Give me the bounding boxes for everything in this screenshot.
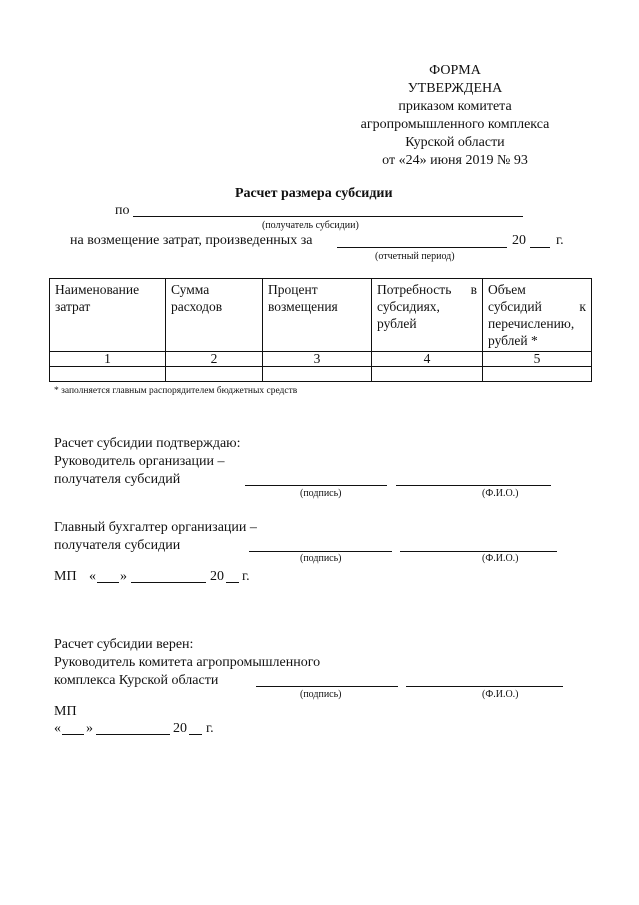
stamp2-year-prefix: 20 — [173, 721, 187, 736]
purpose-text: на возмещение затрат, произведенных за — [70, 233, 313, 248]
stamp-date-open-quote: « — [89, 569, 96, 584]
header-subsidy-volume — [483, 279, 592, 352]
column-number: 4 — [372, 352, 483, 367]
stamp-mark: МП — [54, 569, 77, 584]
accountant-signature-caption: (подпись) — [300, 553, 342, 564]
verified-fio-field[interactable] — [406, 686, 563, 687]
confirm-fio-field[interactable] — [396, 485, 551, 486]
column-number: 5 — [483, 352, 592, 367]
table-header-row — [50, 279, 592, 352]
table-footnote: * заполняется главным распорядителем бюджетных средств — [54, 386, 298, 396]
accountant-signature-field[interactable] — [249, 551, 392, 552]
confirm-heading: Расчет субсидии подтверждаю: — [54, 436, 241, 451]
stamp-day-field[interactable] — [97, 582, 119, 583]
recipient-caption: (получатель субсидии) — [262, 220, 359, 231]
stamp2-date-open-quote: « — [54, 721, 61, 736]
stamp-year-prefix: 20 — [210, 569, 224, 584]
header-need-line3: рублей — [377, 316, 417, 331]
header-volume-line3: перечислению, — [488, 316, 575, 331]
table-cell[interactable] — [50, 367, 166, 382]
table-cell[interactable] — [483, 367, 592, 382]
form-label: ФОРМА — [429, 63, 481, 78]
header-cost-name-line2: затрат — [55, 299, 91, 314]
verified-role-line2: комплекса Курской области — [54, 673, 219, 688]
table-data-row — [50, 367, 592, 382]
subsidy-table — [49, 278, 592, 382]
confirm-signature-caption: (подпись) — [300, 488, 342, 499]
accountant-role-line1: Главный бухгалтер организации – — [54, 520, 257, 535]
year-prefix: 20 — [512, 233, 526, 248]
verified-heading: Расчет субсидии верен: — [54, 637, 194, 652]
header-expense-sum-line2: расходов — [171, 299, 223, 314]
stamp-year-field[interactable] — [226, 582, 239, 583]
stamp2-month-field[interactable] — [96, 734, 170, 735]
verified-role-line1: Руководитель комитета агропромышленного — [54, 655, 321, 670]
accountant-fio-caption: (Ф.И.О.) — [482, 553, 519, 564]
header-percent-line2: возмещения — [268, 299, 338, 314]
table-number-row — [50, 352, 592, 367]
stamp-year-suffix: г. — [242, 569, 250, 584]
confirm-role-line1: Руководитель организации – — [54, 454, 225, 469]
stamp2-year-field[interactable] — [189, 734, 202, 735]
column-number: 3 — [263, 352, 372, 367]
stamp2-mark: МП — [54, 704, 77, 719]
confirm-signature-field[interactable] — [245, 485, 387, 486]
column-number: 2 — [166, 352, 263, 367]
approval-line-5: Курской области — [405, 135, 505, 150]
period-caption: (отчетный период) — [375, 251, 455, 262]
header-reimbursement-percent — [263, 279, 372, 352]
confirm-fio-caption: (Ф.И.О.) — [482, 488, 519, 499]
header-percent-line1: Процент — [268, 282, 318, 297]
stamp-date-close-quote: » — [120, 569, 127, 584]
verified-signature-caption: (подпись) — [300, 689, 342, 700]
confirm-role-line2: получателя субсидий — [54, 472, 181, 487]
recipient-field[interactable] — [133, 216, 523, 217]
approval-line-3: приказом комитета — [398, 99, 512, 114]
document-title: Расчет размера субсидии — [235, 186, 393, 201]
header-volume-line1: Объем — [488, 282, 526, 297]
header-need-line2: субсидиях, — [377, 299, 440, 314]
header-expense-sum — [166, 279, 263, 352]
stamp2-day-field[interactable] — [62, 734, 84, 735]
header-need-line1: Потребность в — [377, 282, 477, 297]
header-volume-line2: субсидий к — [488, 299, 586, 314]
approval-line-4: агропромышленного комплекса — [360, 117, 550, 132]
stamp2-date-close-quote: » — [86, 721, 93, 736]
approved-label: УТВЕРЖДЕНА — [407, 81, 503, 96]
header-subsidy-need — [372, 279, 483, 352]
verified-signature-field[interactable] — [256, 686, 398, 687]
header-volume-line4: рублей * — [488, 333, 538, 348]
accountant-fio-field[interactable] — [400, 551, 557, 552]
year-suffix: г. — [556, 233, 564, 248]
period-field[interactable] — [337, 247, 507, 248]
stamp-month-field[interactable] — [131, 582, 206, 583]
year-field[interactable] — [530, 247, 550, 248]
header-cost-name — [50, 279, 166, 352]
approval-block — [340, 62, 570, 170]
table-cell[interactable] — [372, 367, 483, 382]
column-number: 1 — [50, 352, 166, 367]
verified-fio-caption: (Ф.И.О.) — [482, 689, 519, 700]
header-cost-name-line1: Наименование — [55, 282, 140, 297]
stamp2-year-suffix: г. — [206, 721, 214, 736]
header-expense-sum-line1: Сумма — [171, 282, 210, 297]
accountant-role-line2: получателя субсидии — [54, 538, 181, 553]
table-cell[interactable] — [166, 367, 263, 382]
table-cell[interactable] — [263, 367, 372, 382]
approval-date: от «24» июня 2019 № 93 — [382, 153, 528, 168]
recipient-prefix: по — [115, 203, 130, 218]
